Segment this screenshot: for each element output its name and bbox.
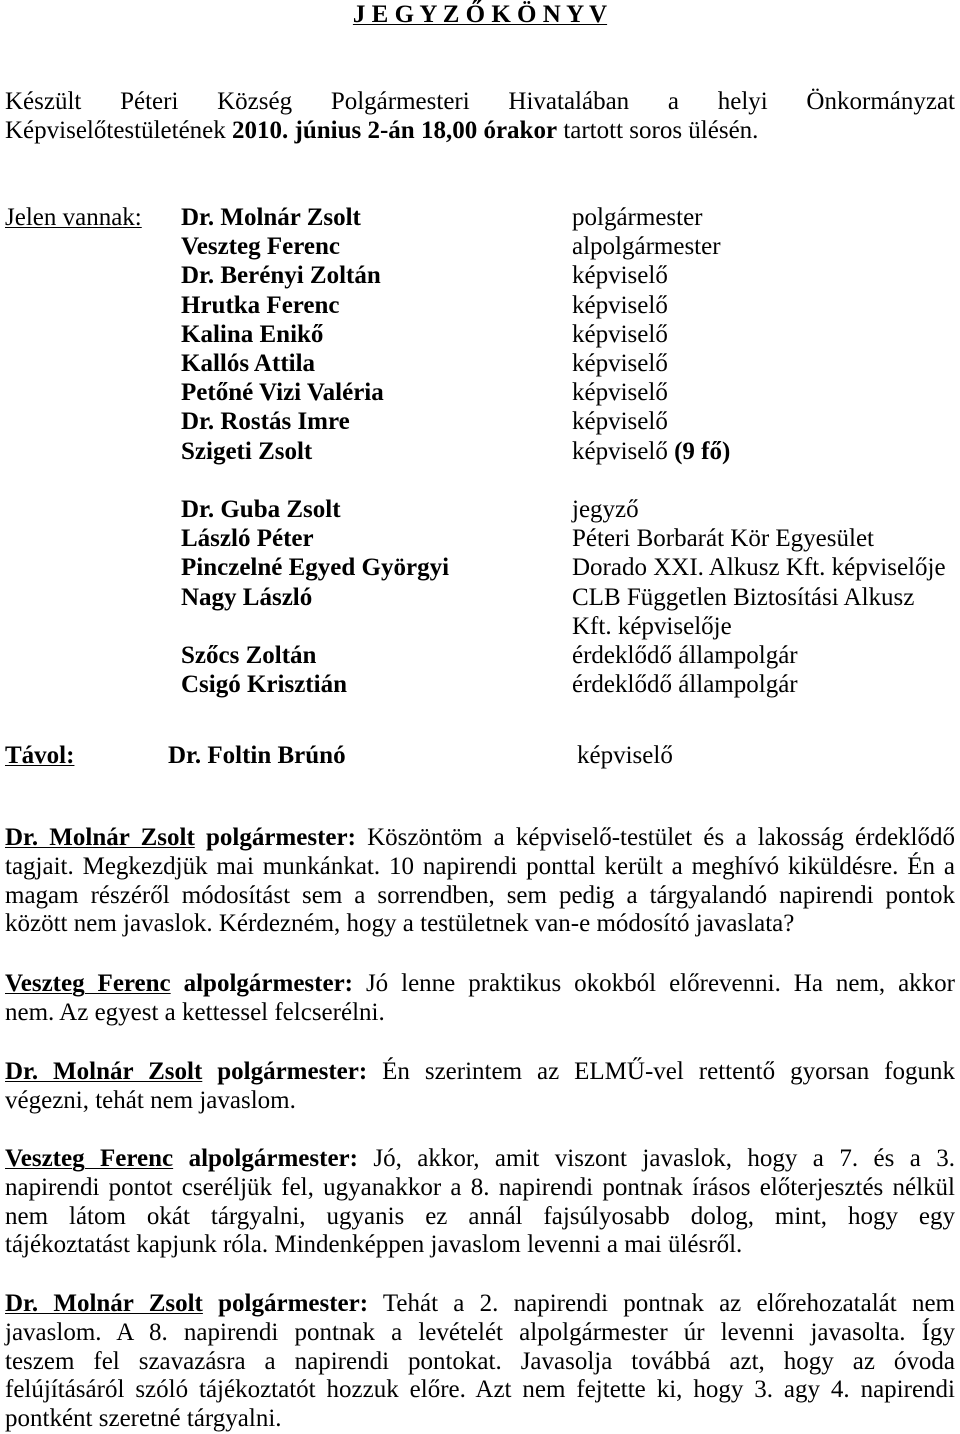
- attendee-row: [0, 320, 960, 349]
- attendee-row: [0, 670, 960, 699]
- attendee-name: Dr. Molnár Zsolt: [181, 204, 361, 231]
- attendee-row: [0, 553, 960, 582]
- intro-line: [5, 116, 955, 145]
- minutes-paragraph: [5, 1290, 955, 1434]
- attendee-row: [0, 291, 960, 320]
- attendee-role: CLB Független Biztosítási Alkusz: [572, 583, 915, 611]
- text-line: [5, 824, 955, 853]
- attendee-row: [0, 495, 960, 524]
- attendee-role: képviselő: [572, 437, 668, 465]
- text-line: magam részéről módosítást sem a sorrendben, sem pedig a tárgyalandó napirendi pontok: [5, 881, 955, 909]
- text-line: teszem fel szavazásra a napirendi pontokat. Javasolja továbbá azt, hogy az óvoda: [5, 1347, 955, 1375]
- minutes-paragraph: [5, 1058, 955, 1116]
- absent-row: [0, 741, 960, 770]
- attendee-row: [0, 203, 960, 232]
- attendee-name: László Péter: [181, 525, 314, 553]
- member-total: (9 fő): [674, 437, 731, 465]
- attendee-row: [0, 437, 960, 466]
- speaker-name: Dr. Molnár Zsolt: [5, 1058, 203, 1085]
- text-line: javaslom. A 8. napirendi pontnak a levételét alpolgármester úr levenni javasolta. Így: [5, 1318, 955, 1346]
- speaker-title: polgármester:: [217, 1058, 368, 1085]
- statement-text: Jó, akkor, amit viszont javaslok, hogy a 7. és a 3.: [373, 1145, 956, 1172]
- attendee-row: [0, 407, 960, 436]
- attendee-row: [0, 524, 960, 553]
- speaker-name: Dr. Molnár Zsolt: [5, 824, 195, 851]
- speaker-name: Veszteg Ferenc: [5, 970, 171, 997]
- attendee-role: érdeklődő állampolgár: [572, 671, 798, 699]
- absent-role: képviselő: [577, 742, 673, 769]
- intro-line: Készült Péteri Község Polgármesteri Hivatalában a helyi Önkormányzat: [5, 88, 955, 115]
- speaker-title: polgármester:: [205, 824, 356, 851]
- document-title: J E G Y Z Ő K Ö N Y V: [352, 1, 608, 28]
- text-line: [5, 1145, 955, 1174]
- attendee-role: Dorado XXI. Alkusz Kft. képviselője: [572, 554, 946, 582]
- text-line: [5, 1290, 955, 1319]
- attendee-role: képviselő: [572, 320, 668, 348]
- attendee-role: képviselő: [572, 379, 668, 407]
- text-line: napirendi pontot cseréljük fel, ugyanakkor a 8. napirendi pontnak írásos előterjesztés nélkül: [5, 1173, 955, 1201]
- text-line: között nem javaslok. Kérdezném, hogy a testületnek van-e módosító javaslata?: [5, 910, 795, 938]
- attendee-row: [0, 232, 960, 261]
- intro-text: tartott soros ülésén.: [563, 117, 759, 144]
- text-line: [5, 970, 955, 999]
- attendee-row: [0, 583, 960, 641]
- speaker-name: Dr. Molnár Zsolt: [5, 1290, 203, 1317]
- attendee-role: képviselő: [572, 349, 668, 377]
- attendee-role-continued: Kft. képviselője: [572, 612, 732, 640]
- attendee-role: képviselő: [572, 408, 668, 436]
- attendee-name: Dr. Berényi Zoltán: [181, 262, 381, 290]
- attendee-name: Pinczelné Egyed Györgyi: [181, 554, 450, 582]
- attendee-row: [0, 641, 960, 670]
- attendee-role: képviselő: [572, 291, 668, 319]
- meeting-datetime: 2010. június 2-án 18,00 órakor: [232, 117, 558, 144]
- minutes-paragraph: [5, 1145, 955, 1260]
- speaker-name: Veszteg Ferenc: [5, 1145, 174, 1172]
- speaker-title: alpolgármester:: [188, 1145, 358, 1172]
- intro-paragraph: [5, 87, 955, 145]
- text-line: végezni, tehát nem javaslom.: [5, 1086, 296, 1114]
- attendee-role: Péteri Borbarát Kör Egyesület: [572, 525, 874, 553]
- text-line: felújításáról szóló tájékoztatót hozzuk előre. Azt nem fejtette ki, hogy 3. agy 4. napirendi: [5, 1376, 955, 1404]
- minutes-paragraph: [5, 824, 955, 939]
- attendee-name: Petőné Vizi Valéria: [181, 379, 384, 407]
- attendee-name: Veszteg Ferenc: [181, 233, 340, 261]
- present-label: Jelen vannak:: [5, 204, 142, 231]
- attendee-role: képviselő: [572, 262, 668, 290]
- attendee-row: [0, 349, 960, 378]
- attendee-role: érdeklődő állampolgár: [572, 641, 798, 669]
- attendee-role: alpolgármester: [572, 233, 721, 261]
- absent-name: Dr. Foltin Brúnó: [168, 742, 346, 769]
- statement-text: Én szerintem az ELMŰ-vel rettentő gyorsan fogunk: [382, 1058, 956, 1085]
- statement-text: Tehát a 2. napirendi pontnak az előrehozatalát nem: [382, 1290, 955, 1317]
- attendee-role-cell: [572, 437, 730, 466]
- attendee-role: jegyző: [572, 496, 639, 523]
- attendee-row: [0, 261, 960, 290]
- text-line: pontként szeretné tárgyalni.: [5, 1405, 282, 1433]
- attendee-name: Hrutka Ferenc: [181, 291, 340, 319]
- attendee-name: Nagy László: [181, 583, 313, 611]
- speaker-title: polgármester:: [218, 1290, 369, 1317]
- text-line: [5, 1058, 955, 1087]
- speaker-title: alpolgármester:: [183, 970, 353, 997]
- text-line: tagjait. Megkezdjük mai munkánkat. 10 napirendi ponttal került a meghívó kiküldésre. Én a: [5, 852, 955, 880]
- statement-text: Jó lenne praktikus okokból előrevenni. Ha nem, akkor: [365, 970, 956, 997]
- attendee-name: Dr. Rostás Imre: [181, 408, 350, 436]
- attendees-present: [0, 203, 960, 466]
- attendee-role: polgármester: [572, 204, 703, 231]
- attendees-absent: [0, 741, 960, 770]
- attendee-name: Kallós Attila: [181, 349, 316, 377]
- minutes-paragraph: [5, 970, 955, 1028]
- statement-text: Köszöntöm a képviselő-testület és a lakosság érdeklődő: [367, 824, 955, 851]
- absent-label: Távol:: [5, 742, 75, 769]
- attendees-others: [0, 495, 960, 699]
- attendee-name: Kalina Enikő: [181, 320, 324, 348]
- text-line: nem látom okát tárgyalni, ugyanis ez annál fajsúlyosabb dolog, mint, hogy egy: [5, 1202, 955, 1230]
- text-line: nem. Az egyest a kettessel felcserélni.: [5, 998, 385, 1026]
- attendee-name: Dr. Guba Zsolt: [181, 496, 341, 523]
- text-line: tájékoztatást kapjunk róla. Mindenképpen javaslom levenni a mai ülésről.: [5, 1231, 743, 1259]
- intro-text: Képviselőtestületének: [5, 117, 226, 144]
- attendee-row: [0, 378, 960, 407]
- attendee-name: Szőcs Zoltán: [181, 641, 317, 669]
- attendee-name: Csigó Krisztián: [181, 671, 347, 699]
- attendee-name: Szigeti Zsolt: [181, 437, 313, 465]
